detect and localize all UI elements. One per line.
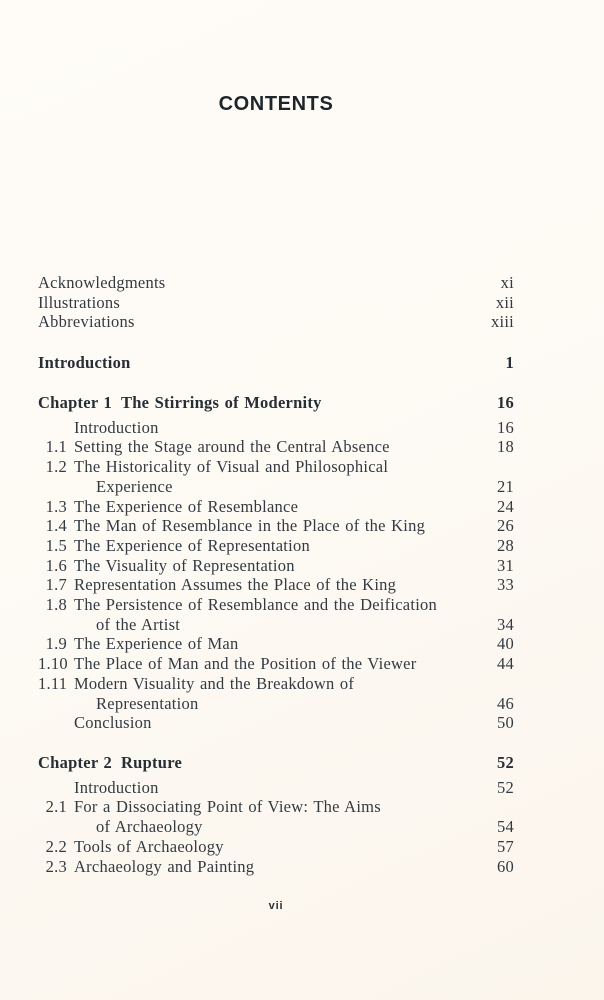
chapter-2-section (38, 753, 514, 876)
entry-number (38, 477, 67, 497)
entry-page: 18 (497, 437, 514, 457)
entry-number: 1.10 (38, 654, 68, 674)
entry-title: Modern Visuality and the Breakdown of (74, 673, 355, 693)
chapter-heading (38, 753, 514, 773)
entry-page: 28 (497, 535, 514, 555)
front-matter-list (38, 273, 514, 332)
page-title: CONTENTS (218, 93, 334, 115)
entry-title: Conclusion (74, 713, 152, 733)
entry-title: The Experience of Representation (74, 535, 310, 555)
entry-page: 31 (497, 555, 514, 575)
entry-number: 1.5 (45, 535, 67, 555)
toc-row (38, 536, 514, 556)
toc-row (38, 713, 514, 733)
entry-title: The Experience of Resemblance (74, 496, 299, 516)
entry-title: For a Dissociating Point of View: The Aims (74, 797, 381, 817)
entry-page: 16 (497, 417, 514, 437)
entry-title: Setting the Stage around the Central Absence (74, 437, 390, 457)
chapter-label: Chapter 1 (38, 393, 112, 412)
toc-row (38, 353, 514, 373)
entry-page: 1 (505, 353, 514, 372)
toc-row-continuation (38, 477, 514, 497)
entry-number (38, 713, 67, 733)
entry-page: 40 (497, 634, 514, 654)
introduction-entry (38, 353, 514, 373)
entry-page: 52 (497, 777, 514, 797)
page-number-folio: vii (268, 900, 284, 912)
entry-title: The Visuality of Representation (74, 555, 295, 575)
entry-number: 1.2 (45, 457, 67, 477)
entry-title: Introduction (38, 353, 131, 372)
entry-title: of Archaeology (96, 817, 203, 837)
toc-row (38, 437, 514, 457)
entry-title: The Experience of Man (74, 634, 239, 654)
toc-row (38, 497, 514, 517)
toc-row (38, 418, 514, 438)
chapter-1-section (38, 393, 514, 733)
chapter-page: 16 (497, 393, 514, 412)
entry-number (38, 778, 67, 798)
toc-row (38, 634, 514, 654)
entry-page: 57 (497, 836, 514, 856)
entry-title: Representation (96, 693, 199, 713)
entry-number: 2.1 (45, 797, 67, 817)
entry-title: The Man of Resemblance in the Place of the King (74, 516, 426, 536)
entry-number (38, 694, 67, 714)
entry-page (480, 595, 514, 615)
entry-page: xii (495, 292, 514, 312)
entry-page: 46 (497, 693, 514, 713)
entry-number: 1.7 (45, 575, 67, 595)
entry-page: 44 (497, 654, 514, 674)
entry-title: The Historicality of Visual and Philosophical (74, 457, 389, 477)
entry-title: Introduction (74, 417, 159, 437)
entry-page (480, 674, 514, 694)
chapter-heading (38, 393, 514, 413)
toc-row-continuation (38, 615, 514, 635)
toc-row (38, 293, 514, 313)
chapter-title: Rupture (121, 753, 183, 772)
entry-title: Representation Assumes the Place of the King (74, 575, 397, 595)
entry-page: 34 (497, 614, 514, 634)
entry-number: 2.3 (45, 856, 67, 876)
toc-row (38, 312, 514, 332)
entry-title: of the Artist (96, 614, 181, 634)
entry-number (38, 615, 67, 635)
toc-row (38, 797, 514, 817)
toc-row (38, 273, 514, 293)
toc-row (38, 575, 514, 595)
entry-title: Abbreviations (38, 312, 135, 332)
entry-page: xi (500, 273, 514, 292)
entry-title: Acknowledgments (38, 273, 166, 292)
chapter-title: The Stirrings of Modernity (121, 393, 322, 412)
entry-page: 33 (497, 575, 514, 595)
toc-row-continuation (38, 817, 514, 837)
entry-number: 1.1 (45, 437, 67, 457)
chapter-page: 52 (497, 753, 514, 772)
entry-page (480, 797, 514, 817)
entry-number (38, 418, 67, 438)
entry-page: xiii (490, 312, 514, 332)
toc-row (38, 516, 514, 536)
toc-row (38, 556, 514, 576)
toc-row (38, 778, 514, 798)
entry-title: Archaeology and Painting (74, 856, 255, 876)
entry-page: 54 (497, 817, 514, 837)
entry-title: Experience (96, 476, 173, 496)
entry-title: The Persistence of Resemblance and the Deification (74, 595, 438, 615)
entry-page (480, 457, 514, 477)
entry-number: 1.6 (45, 555, 67, 575)
entry-page: 24 (497, 496, 514, 516)
toc-row (38, 457, 514, 477)
entry-number: 2.2 (45, 836, 67, 856)
toc-row (38, 654, 514, 674)
toc-row (38, 857, 514, 877)
entry-page: 26 (497, 516, 514, 536)
entry-page: 21 (497, 476, 514, 496)
entry-page: 50 (497, 713, 514, 733)
entry-title: Introduction (74, 777, 159, 797)
entry-number: 1.8 (45, 595, 67, 615)
chapter-label: Chapter 2 (38, 753, 112, 772)
entry-number: 1.4 (45, 516, 67, 536)
entry-title: Tools of Archaeology (74, 836, 224, 856)
toc-row-continuation (38, 694, 514, 714)
toc-row (38, 674, 514, 694)
toc-row (38, 595, 514, 615)
entry-title: The Place of Man and the Position of the Viewer (74, 654, 417, 674)
entry-title: Illustrations (38, 292, 121, 312)
toc-row (38, 837, 514, 857)
entry-number (38, 817, 67, 837)
entry-number: 1.9 (45, 634, 67, 654)
entry-page: 60 (497, 856, 514, 876)
entry-number: 1.11 (38, 673, 68, 693)
entry-number: 1.3 (45, 496, 67, 516)
